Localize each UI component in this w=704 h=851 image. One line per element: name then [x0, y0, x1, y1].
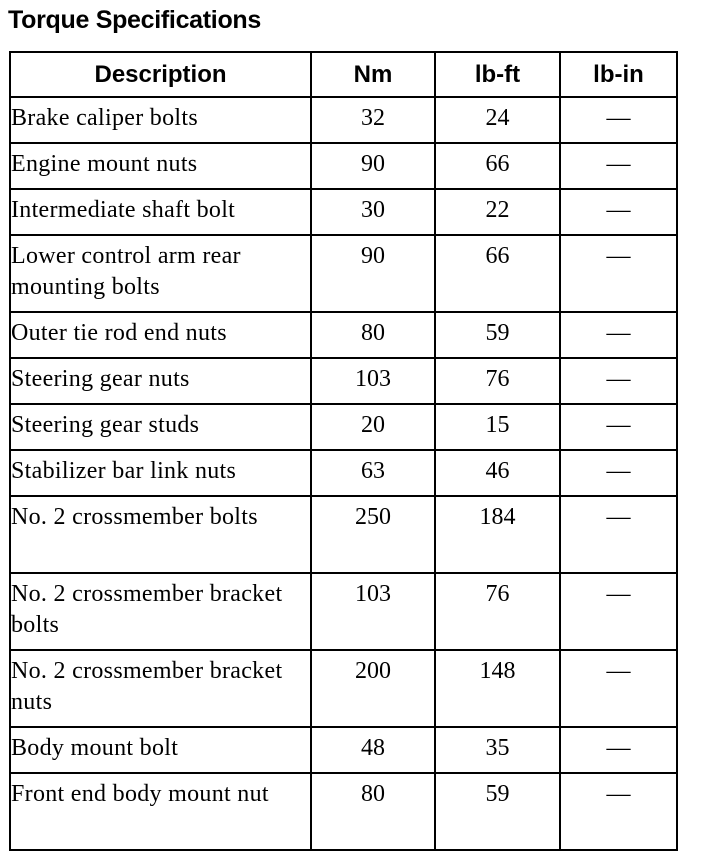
cell-description: Steering gear studs — [10, 404, 311, 450]
cell-lb-in: — — [560, 496, 677, 573]
header-lb-ft: lb-ft — [435, 52, 560, 97]
cell-lb-in: — — [560, 312, 677, 358]
cell-description: Outer tie rod end nuts — [10, 312, 311, 358]
cell-lb-ft: 24 — [435, 97, 560, 143]
cell-lb-in: — — [560, 450, 677, 496]
table-row — [10, 97, 677, 143]
cell-nm: 20 — [311, 404, 435, 450]
cell-nm: 32 — [311, 97, 435, 143]
table-row — [10, 143, 677, 189]
cell-nm: 63 — [311, 450, 435, 496]
cell-lb-ft: 59 — [435, 773, 560, 850]
cell-lb-ft: 59 — [435, 312, 560, 358]
table-row — [10, 312, 677, 358]
header-nm: Nm — [311, 52, 435, 97]
cell-nm: 200 — [311, 650, 435, 727]
cell-description: Stabilizer bar link nuts — [10, 450, 311, 496]
table-row — [10, 358, 677, 404]
table-row — [10, 650, 677, 727]
cell-nm: 90 — [311, 143, 435, 189]
table-row — [10, 727, 677, 773]
page-title: Torque Specifications — [8, 6, 262, 34]
table-row — [10, 235, 677, 312]
cell-description: Intermediate shaft bolt — [10, 189, 311, 235]
cell-nm: 30 — [311, 189, 435, 235]
table-row — [10, 573, 677, 650]
cell-description: Brake caliper bolts — [10, 97, 311, 143]
cell-nm: 250 — [311, 496, 435, 573]
cell-lb-ft: 15 — [435, 404, 560, 450]
cell-lb-in: — — [560, 404, 677, 450]
cell-lb-ft: 22 — [435, 189, 560, 235]
table-row — [10, 496, 677, 573]
cell-lb-in: — — [560, 189, 677, 235]
cell-lb-in: — — [560, 727, 677, 773]
cell-nm: 80 — [311, 312, 435, 358]
torque-spec-table — [9, 51, 678, 851]
cell-nm: 80 — [311, 773, 435, 850]
cell-description: No. 2 crossmember bolts — [10, 496, 311, 573]
table-row — [10, 189, 677, 235]
cell-nm: 48 — [311, 727, 435, 773]
cell-description: No. 2 crossmember bracket nuts — [10, 650, 311, 727]
cell-description: Steering gear nuts — [10, 358, 311, 404]
table-row — [10, 773, 677, 850]
cell-lb-ft: 76 — [435, 358, 560, 404]
cell-description: Body mount bolt — [10, 727, 311, 773]
cell-lb-in: — — [560, 97, 677, 143]
table-row — [10, 404, 677, 450]
cell-lb-ft: 46 — [435, 450, 560, 496]
cell-lb-in: — — [560, 573, 677, 650]
cell-nm: 90 — [311, 235, 435, 312]
cell-lb-in: — — [560, 235, 677, 312]
header-description: Description — [10, 52, 311, 97]
cell-description: No. 2 crossmember bracket bolts — [10, 573, 311, 650]
cell-lb-ft: 66 — [435, 235, 560, 312]
table-row — [10, 450, 677, 496]
cell-lb-ft: 76 — [435, 573, 560, 650]
cell-lb-ft: 66 — [435, 143, 560, 189]
cell-lb-in: — — [560, 773, 677, 850]
cell-lb-in: — — [560, 650, 677, 727]
cell-nm: 103 — [311, 358, 435, 404]
cell-lb-ft: 35 — [435, 727, 560, 773]
cell-lb-ft: 148 — [435, 650, 560, 727]
cell-lb-in: — — [560, 143, 677, 189]
cell-description: Lower control arm rear mounting bolts — [10, 235, 311, 312]
table-header-row — [10, 52, 677, 97]
cell-lb-ft: 184 — [435, 496, 560, 573]
cell-description: Front end body mount nut — [10, 773, 311, 850]
cell-nm: 103 — [311, 573, 435, 650]
header-lb-in: lb-in — [560, 52, 677, 97]
cell-description: Engine mount nuts — [10, 143, 311, 189]
cell-lb-in: — — [560, 358, 677, 404]
